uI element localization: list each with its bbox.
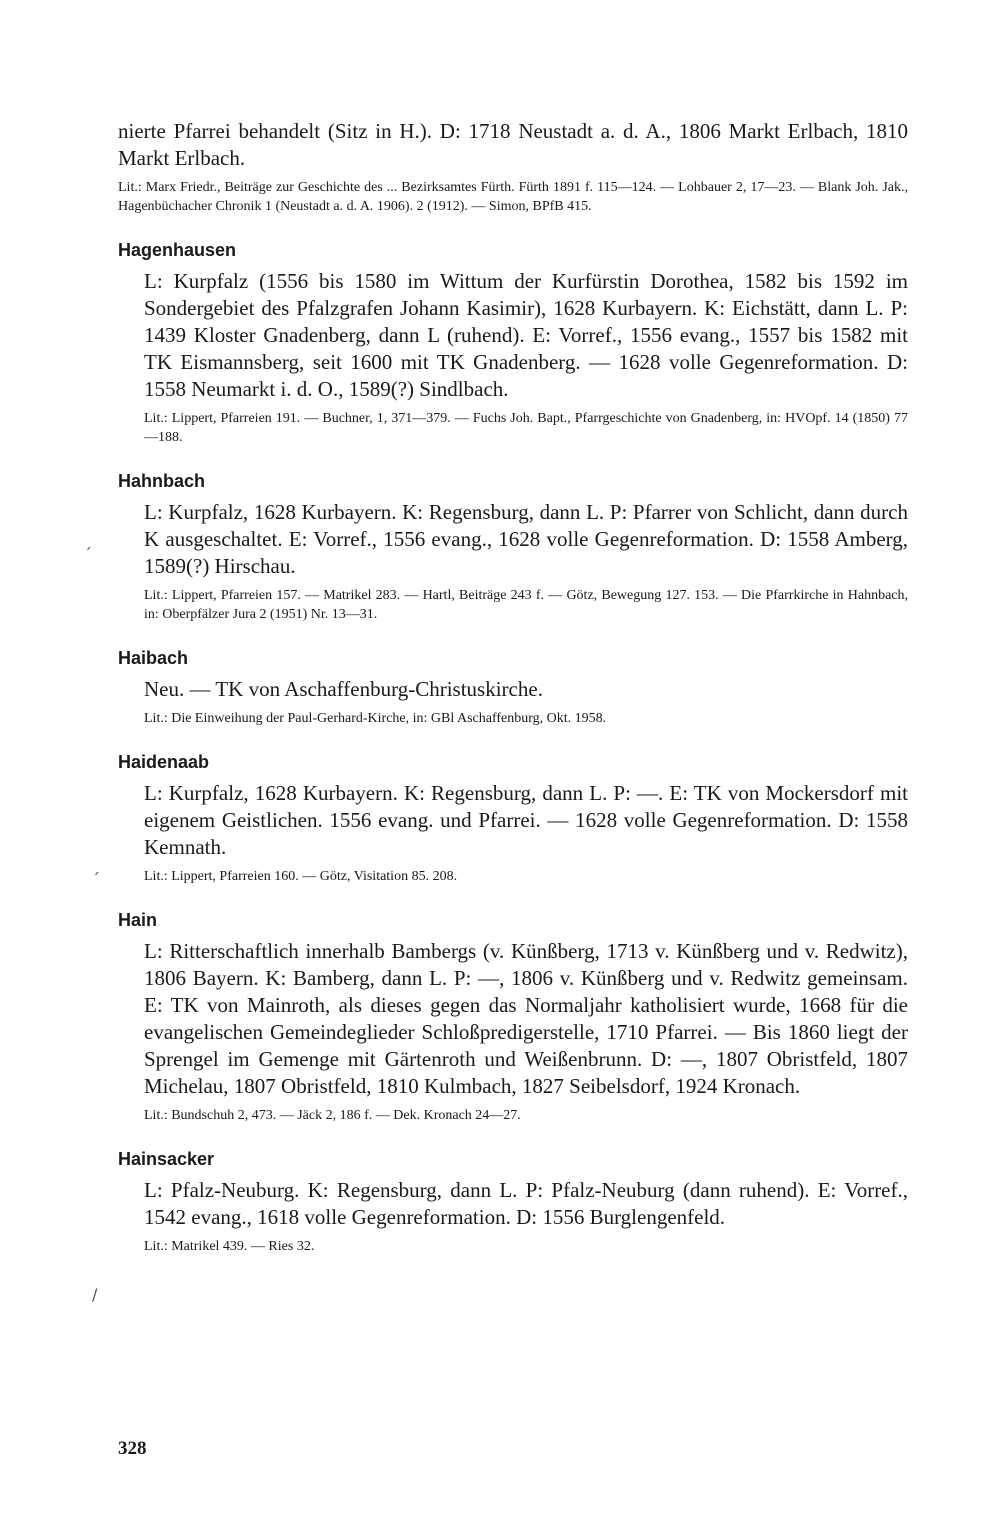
page-number: 328	[118, 1438, 147, 1459]
margin-mark: ˊ	[92, 870, 100, 889]
page-body	[118, 118, 908, 1256]
margin-mark: /	[92, 1285, 98, 1304]
entry-text: Neu. — TK von Aschaffenburg-Christuskirche.	[144, 677, 543, 701]
entry-heading: Hain	[118, 910, 158, 930]
entry-haidenaab	[118, 750, 908, 886]
entry-hain	[118, 908, 908, 1125]
entry-text: L: Kurpfalz, 1628 Kurbayern. K: Regensburg, dann L. P: Pfarrer von Schlicht, dann durch K ausgeschaltet. E: Vorref., 1556 evang., 1628 volle Gegenreformation. D: 1558 Amberg, 1589(?) Hirschau.	[144, 500, 908, 578]
literature-text: Lit.: Die Einweihung der Paul-Gerhard-Kirche, in: GBl Aschaffenburg, Okt. 1958.	[144, 711, 607, 726]
entry-heading: Hahnbach	[118, 471, 206, 491]
entry-heading: Hagenhausen	[118, 240, 237, 260]
entry-heading: Hainsacker	[118, 1149, 215, 1169]
entry-text: L: Pfalz-Neuburg. K: Regensburg, dann L. P: Pfalz-Neuburg (dann ruhend). E: Vorref., 1542 evang., 1618 volle Gegenreformation. D: 1556 Burglengenfeld.	[144, 1178, 908, 1229]
literature-text: Lit.: Lippert, Pfarreien 157. — Matrikel 283. — Hartl, Beiträge 243 f. — Götz, Bewegung 127. 153. — Die Pfarrkirche in Hahnbach, in: Oberpfälzer Jura 2 (1951) Nr. 13—31.	[144, 588, 908, 622]
intro-block	[118, 118, 908, 216]
entry-haibach	[118, 646, 908, 728]
entry-text: L: Ritterschaftlich innerhalb Bambergs (v. Künßberg, 1713 v. Künßberg und v. Redwitz), 1806 Bayern. K: Bamberg, dann L. P: —, 1806 v. Künßberg und v. Redwitz gemeinsam. E: TK von Mainroth, als dieses gegen das Normaljahr katholisiert wurde, 1668 für die evangelischen Gemeindeglieder Schloßpredigerstelle, 1710 Pfarrei. — Bis 1860 liegt der Sprengel im Gemenge mit Gärtenroth und Weißenbrunn. D: —, 1807 Obristfeld, 1807 Michelau, 1807 Obristfeld, 1810 Kulmbach, 1827 Seibelsdorf, 1924 Kronach.	[144, 939, 908, 1098]
literature-text: Lit.: Marx Friedr., Beiträge zur Geschichte des ... Bezirksamtes Fürth. Fürth 1891 f. 115—124. — Lohbauer 2, 17—23. — Blank Joh. Jak., Hagenbüchacher Chronik 1 (Neustadt a. d. A. 1906). 2 (1912). — Simon, BPfB 415.	[118, 180, 908, 214]
entry-heading: Haibach	[118, 648, 189, 668]
entry-text: nierte Pfarrei behandelt (Sitz in H.). D: 1718 Neustadt a. d. A., 1806 Markt Erlbach, 1810 Markt Erlbach.	[118, 119, 908, 170]
entry-text: L: Kurpfalz, 1628 Kurbayern. K: Regensburg, dann L. P: —. E: TK von Mockersdorf mit eigenem Geistlichen. 1556 evang. und Pfarrei. — 1628 volle Gegenreformation. D: 1558 Kemnath.	[144, 781, 908, 859]
entry-heading: Haidenaab	[118, 752, 210, 772]
literature-text: Lit.: Matrikel 439. — Ries 32.	[144, 1239, 315, 1254]
literature-text: Lit.: Lippert, Pfarreien 160. — Götz, Visitation 85. 208.	[144, 869, 458, 884]
entry-text: L: Kurpfalz (1556 bis 1580 im Wittum der Kurfürstin Dorothea, 1582 bis 1592 im Sondergebiet des Pfalzgrafen Johann Kasimir), 1628 Kurbayern. K: Eichstätt, dann L. P: 1439 Kloster Gnadenberg, dann L (ruhend). E: Vorref., 1556 evang., 1557 bis 1582 mit TK Eismannsberg, seit 1600 mit TK Gnadenberg. — 1628 volle Gegenreformation. D: 1558 Neumarkt i. d. O., 1589(?) Sindlbach.	[144, 269, 908, 401]
entry-hainsacker	[118, 1147, 908, 1256]
entry-hagenhausen	[118, 238, 908, 447]
margin-mark: ˊ	[84, 545, 92, 564]
literature-text: Lit.: Lippert, Pfarreien 191. — Buchner, 1, 371—379. — Fuchs Joh. Bapt., Pfarrgeschichte von Gnadenberg, in: HVOpf. 14 (1850) 77—188.	[144, 411, 908, 445]
entry-hahnbach	[118, 469, 908, 624]
literature-text: Lit.: Bundschuh 2, 473. — Jäck 2, 186 f. — Dek. Kronach 24—27.	[144, 1108, 521, 1123]
